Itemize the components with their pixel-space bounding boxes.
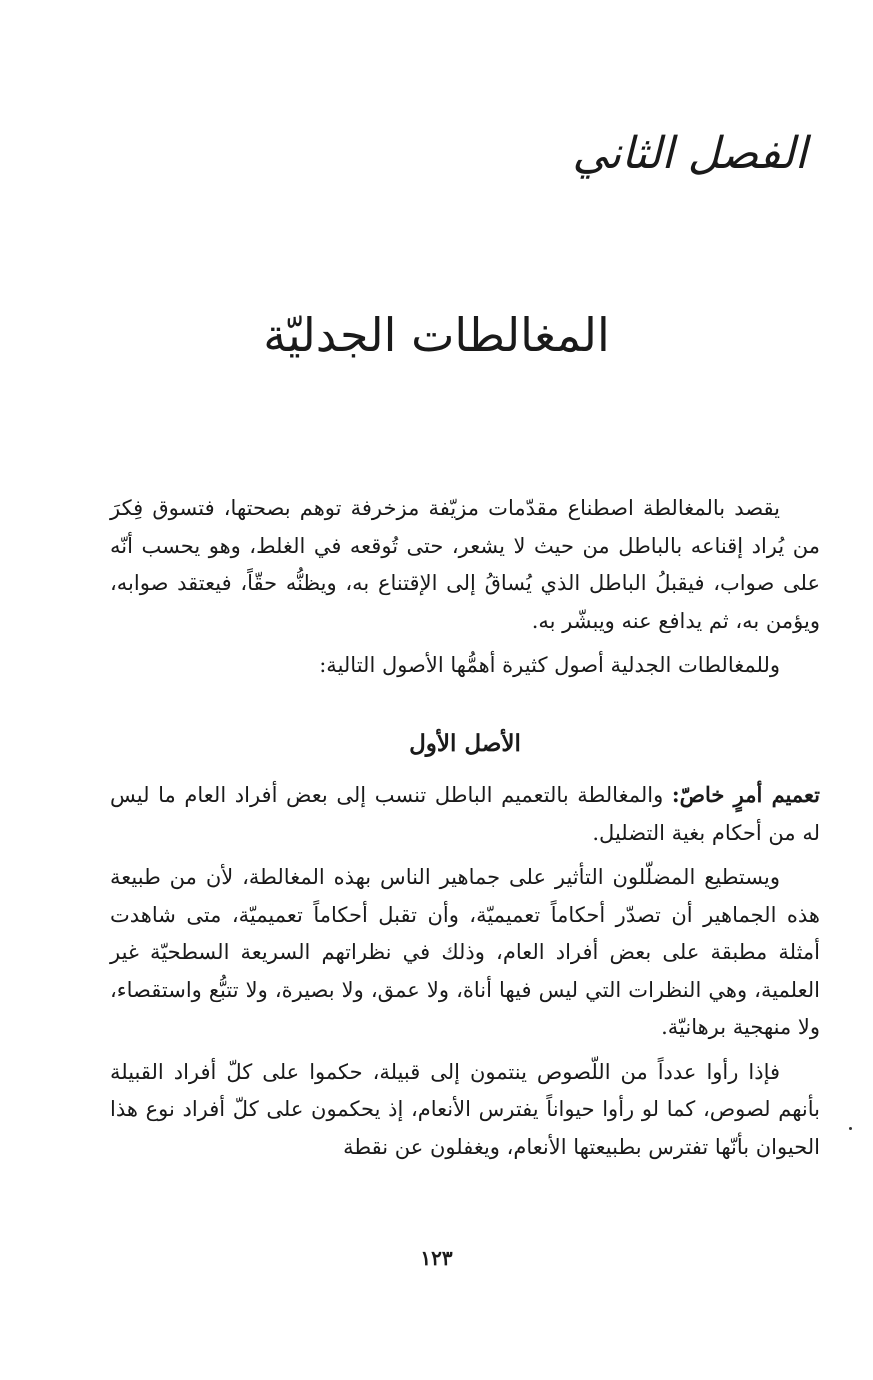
section-paragraph-1: ويستطيع المضلّلون التأثير على جماهير الناس بهذه المغالطة، لأن من طبيعة هذه الجماهير أن تصدّر أحكاماً تعميميّة، وأن تقبل أحكاماً تعميميّة، متى شاهدت أمثلة مطبقة على بعض أفراد العام، وذلك في نظراتهم السريعة السطحيّة غير العلمية، وهي النظرات التي ليس فيها أناة، ولا عمق، ولا بصيرة، ولا تتبُّع واستقصاء، ولا منهجية برهانيّة. [110,865,820,1039]
section-lead-paragraph [110,776,820,852]
page-number: ١٢٣ [420,1246,453,1270]
margin-dot [849,1127,852,1130]
intro-paragraph-1: يقصد بالمغالطة اصطناع مقدّمات مزيّفة مزخرفة توهم بصحتها، فتسوق فِكرَ من يُراد إقناعه بالباطل من حيث لا يشعر، حتى تُوقعه في الغلط، وهو يحسب أنّه على صواب، فيقبلُ الباطل الذي يُساقُ إلى الإقتناع به، ويظنُّه حقّاً، فيعتقد صوابه، ويؤمن به، ثم يدافع عنه ويبشّر به. [110,496,820,633]
chapter-subtitle: المغالطات الجدليّة [263,308,610,362]
chapter-title: الفصل الثاني [572,128,807,179]
section-heading: الأصل الأول [409,729,521,757]
section-paragraph-2: فإذا رأوا عدداً من اللّصوص ينتمون إلى قبيلة، حكموا على كلّ أفراد القبيلة بأنهم لصوص، كما لو رأوا حيواناً يفترس الأنعام، إذ يحكمون على كلّ أفراد نوع هذا الحيوان بأنّها تفترس بطبيعتها الأنعام، ويغفلون عن نقطة [110,1059,820,1159]
body-text [110,490,820,1166]
lead-term: تعميم أمرٍ خاصّ: [671,782,820,807]
lead-text: والمغالطة بالتعميم الباطل تنسب إلى بعض أفراد العام ما ليس له من أحكام بغية التضليل. [110,783,820,845]
intro-paragraph-2: وللمغالطات الجدلية أصول كثيرة أهمُّها الأصول التالية: [319,653,780,677]
